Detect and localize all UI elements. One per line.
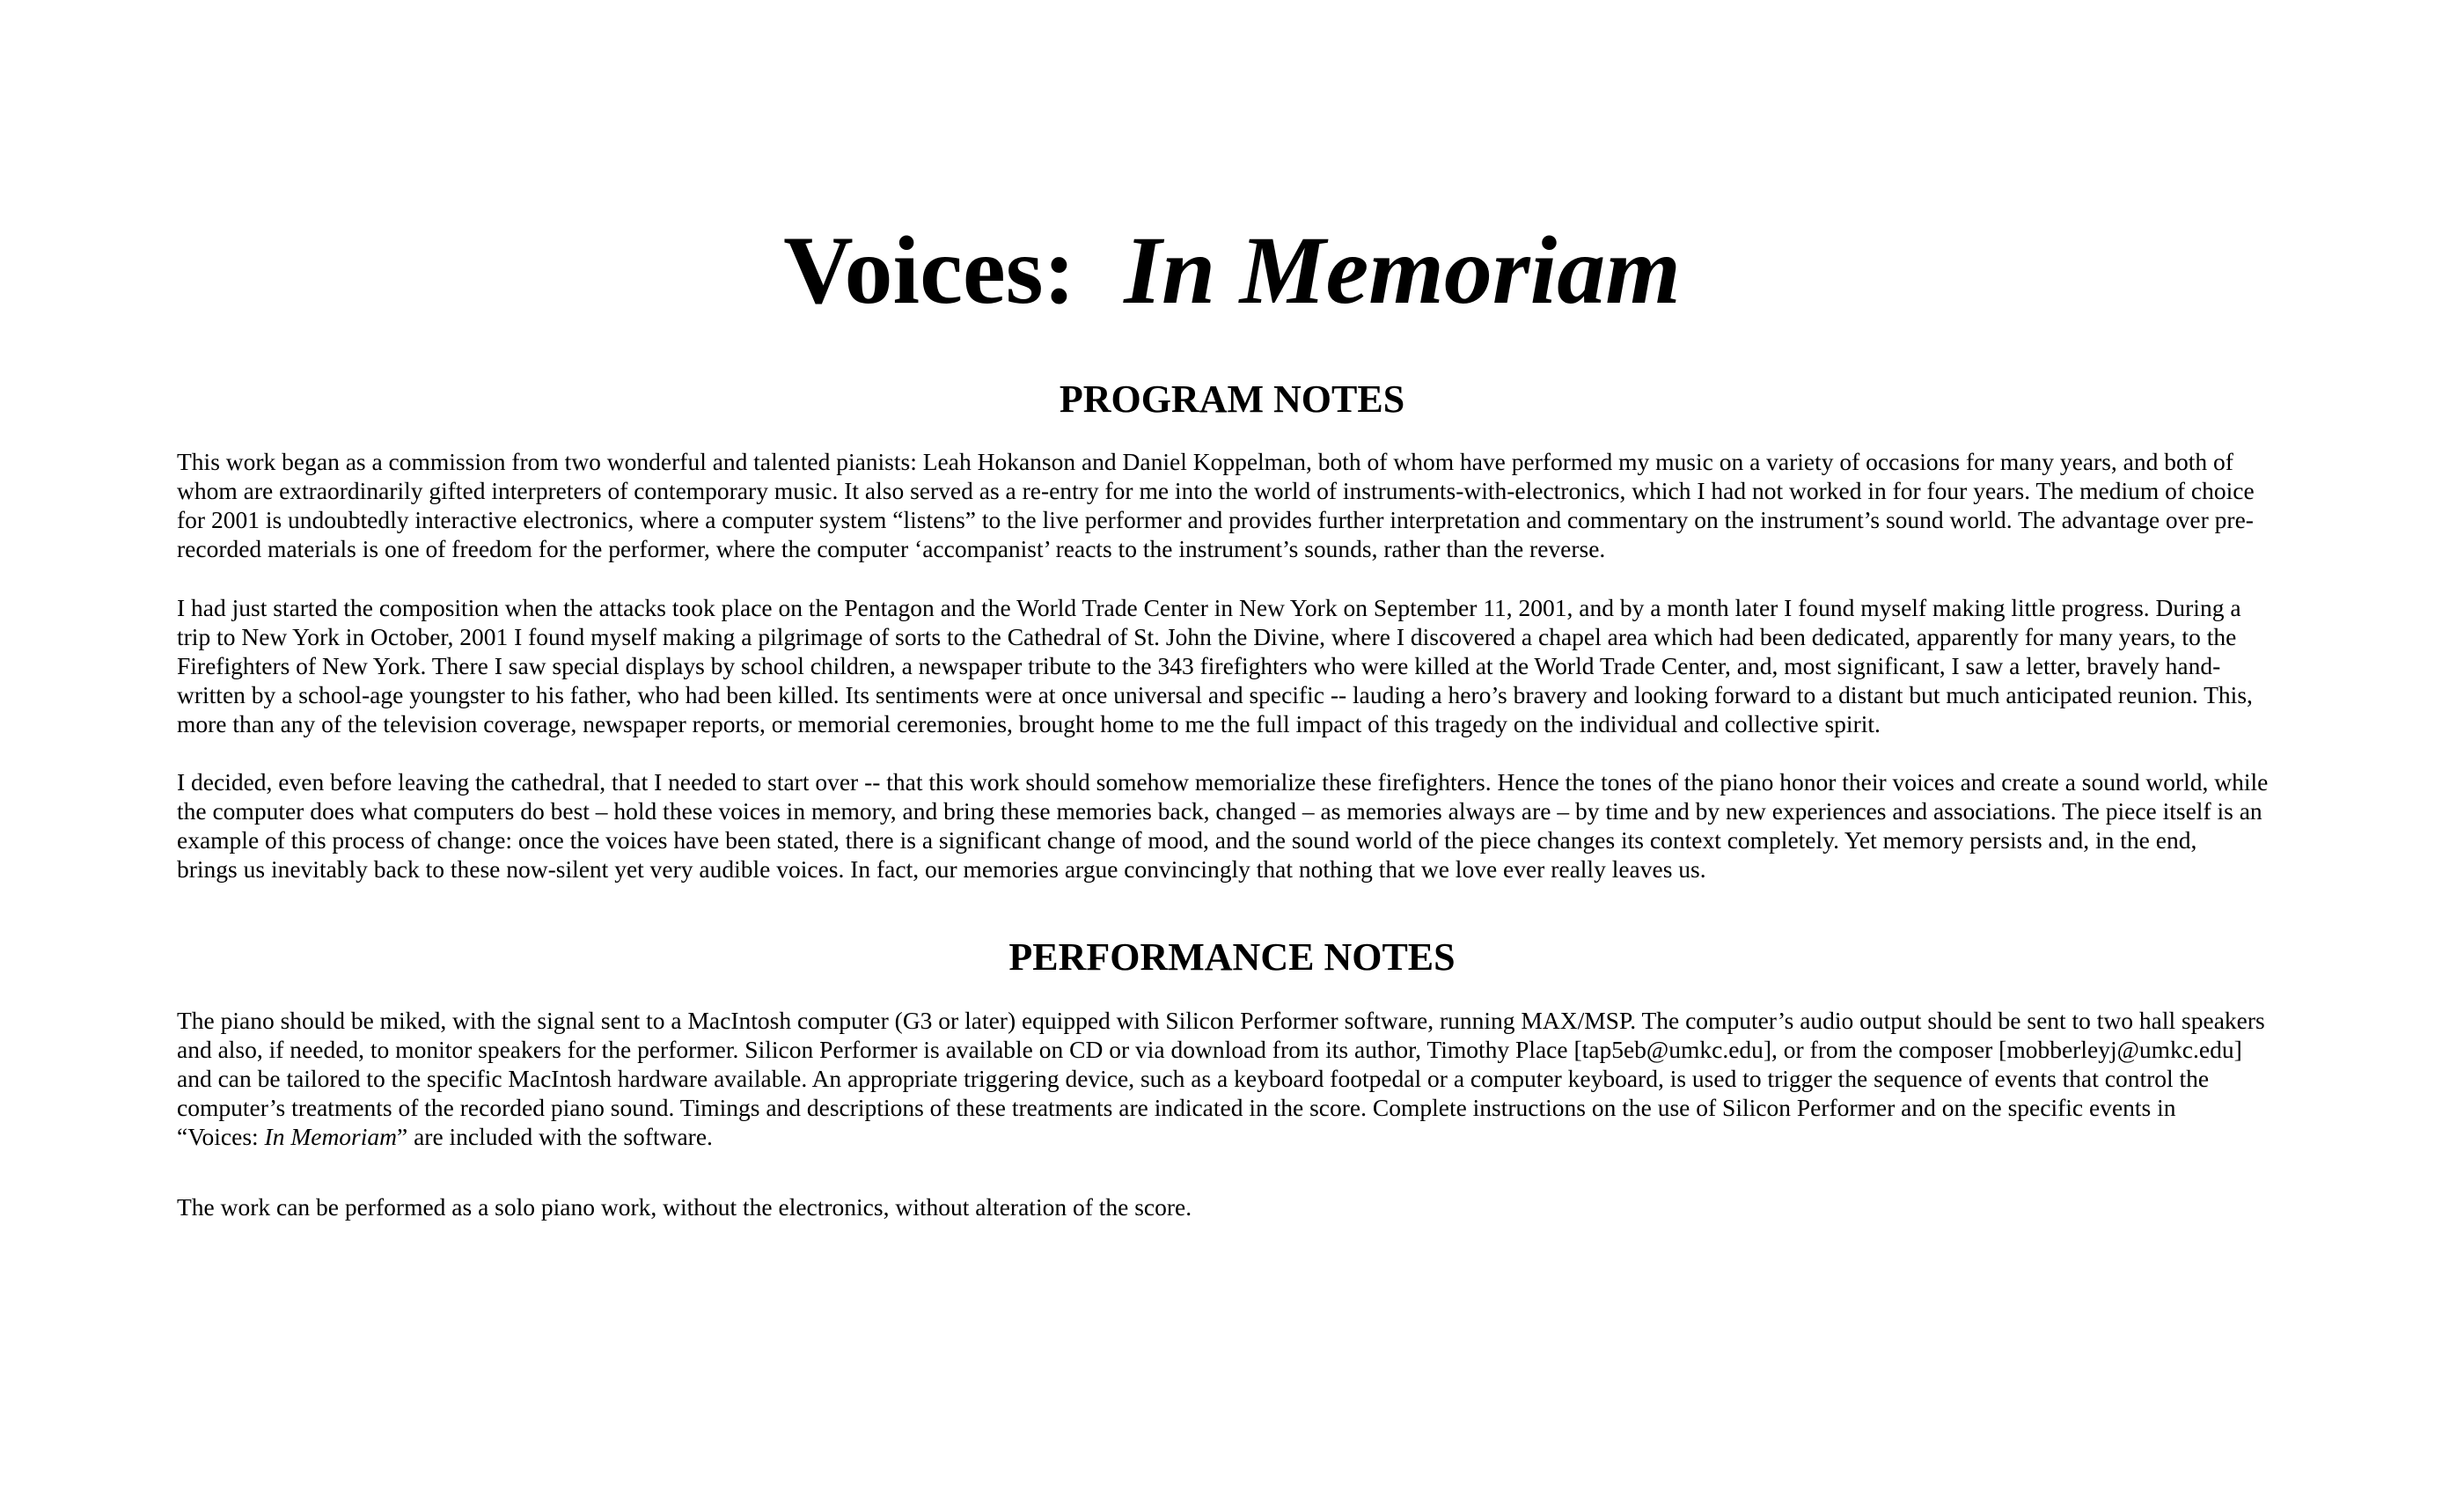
performance-notes-paragraph-1 (177, 1006, 2317, 1151)
text-line: the computer does what computers do best – hold these voices in memory, and bring these memories back, changed – as memories always are – by time and by new experiences and associations. The piece itself is an (177, 797, 2262, 825)
text-line: This work began as a commission from two wonderful and talented pianists: Leah Hokanson and Daniel Koppelman, both of whom have performed my music on a variety of occasions for many years, and both of (177, 448, 2233, 475)
text-line: The piano should be miked, with the signal sent to a MacIntosh computer (G3 or later) equipped with Silicon Performer software, running MAX/MSP. The computer’s audio output should be sent to two hall speakers (177, 1007, 2265, 1034)
text-line: more than any of the television coverage, newspaper reports, or memorial ceremonies, brought home to me the full impact of this tragedy on the individual and collective spirit. (177, 710, 1881, 737)
performance-notes-paragraph-2 (177, 1192, 2317, 1221)
text-line: trip to New York in October, 2001 I found myself making a pilgrimage of sorts to the Cathedral of St. John the Divine, where I discovered a chapel area which had been dedicated, apparently for many years, to the (177, 623, 2237, 650)
title-italic: In Memoriam (1124, 216, 1681, 324)
text-line: and also, if needed, to monitor speakers for the performer. Silicon Performer is available on CD or via download from its author, Timothy Place [tap5eb@umkc.edu], or from the composer [mobberleyj@umkc.edu] (177, 1036, 2242, 1063)
program-notes-heading: PROGRAM NOTES (1059, 378, 1405, 421)
performance-notes-heading: PERFORMANCE NOTES (1008, 935, 1456, 979)
program-notes-paragraph-3 (177, 767, 2317, 884)
text-line: written by a school-age youngster to his father, who had been killed. Its sentiments were at once universal and specific -- lauding a hero’s bravery and looking forward to a distant but much anticipated reunion. This, (177, 681, 2253, 708)
italic-title-text: In Memoriam (264, 1123, 398, 1150)
document-title (0, 215, 2464, 326)
text-line: for 2001 is undoubtedly interactive electronics, where a computer system “listens” to the live performer and provides further interpretation and commentary on the instrument’s sound world. The advantage over pre- (177, 506, 2254, 533)
program-notes-paragraph-1 (177, 447, 2317, 563)
text-line: I decided, even before leaving the cathedral, that I needed to start over -- that this work should somehow memorialize these firefighters. Hence the tones of the piano honor their voices and create a sound world, while (177, 768, 2269, 796)
text-line: computer’s treatments of the recorded piano sound. Timings and descriptions of these treatments are indicated in the score. Complete instructions on the use of Silicon Performer and on the specific events in (177, 1094, 2176, 1121)
text-line-with-italic-title (177, 1122, 2317, 1151)
text-line: example of this process of change: once the voices have been stated, there is a significant change of mood, and the sound world of the piece changes its context completely. Yet memory persists and, in the end, (177, 826, 2197, 854)
text-line: I had just started the composition when the attacks took place on the Pentagon and the World Trade Center in New York on September 11, 2001, and by a month later I found myself making little progress. During a (177, 594, 2241, 621)
text-line: whom are extraordinarily gifted interpreters of contemporary music. It also served as a re-entry for me into the world of instruments-with-electronics, which I had not worked in for four years. The medium of choice (177, 477, 2255, 504)
closing-text: ” are included with the software. (397, 1123, 713, 1150)
text-line: Firefighters of New York. There I saw special displays by school children, a newspaper tribute to the 343 firefighters who were killed at the World Trade Center, and, most significant, I saw a letter, bravely hand- (177, 652, 2221, 679)
text-line: The work can be performed as a solo piano work, without the electronics, without alteration of the score. (177, 1193, 1192, 1221)
program-notes-paragraph-2 (177, 593, 2317, 738)
title-prefix: Voices: (783, 216, 1076, 324)
text-line: recorded materials is one of freedom for the performer, where the computer ‘accompanist’ reacts to the instrument’s sounds, rather than the reverse. (177, 535, 1606, 562)
text-line: and can be tailored to the specific MacIntosh hardware available. An appropriate triggering device, such as a keyboard footpedal or a computer keyboard, is used to trigger the sequence of events that control the (177, 1065, 2210, 1092)
text-line: brings us inevitably back to these now-silent yet very audible voices. In fact, our memories argue convincingly that nothing that we love ever really leaves us. (177, 855, 1706, 883)
open-quote-text: “Voices: (177, 1123, 265, 1150)
